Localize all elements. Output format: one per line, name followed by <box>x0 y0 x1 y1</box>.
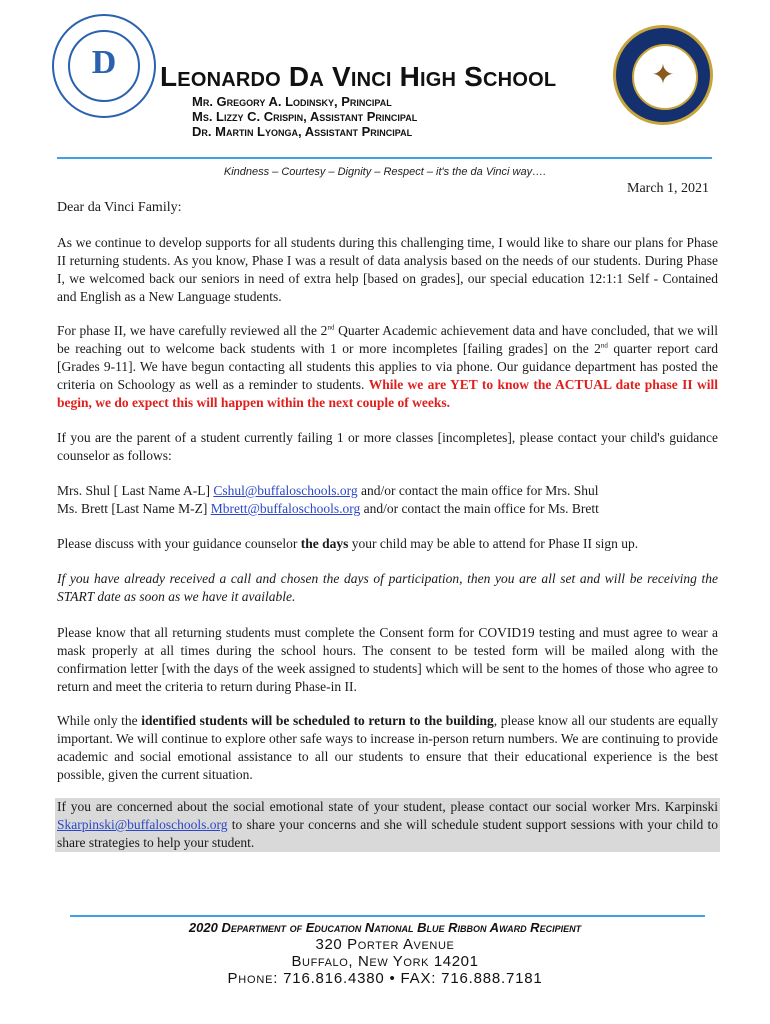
superscript: nd <box>327 323 335 332</box>
phone-fax: Phone: 716.816.4380 • FAX: 716.888.7181 <box>227 970 543 987</box>
contact-suffix: and/or contact the main office for Ms. Brett <box>360 501 599 516</box>
text-span: your child may be able to attend for Phase II sign up. <box>348 536 639 551</box>
contact-suffix: and/or contact the main office for Mrs. Shul <box>357 483 599 498</box>
eagle-icon: ✦ <box>651 60 675 91</box>
contact-prefix: Mrs. Shul [ Last Name A-L] <box>57 483 214 498</box>
paragraph-contact-intro: If you are the parent of a student currently failing 1 or more classes [incompletes], please contact your child's guidance counselor as follows: <box>57 430 718 463</box>
superscript: nd <box>600 341 608 350</box>
text-span: Quarter Academic achievement data and have concluded, that we will be reaching out to welcome back students with 1 or more incompletes [failing grades] on the 2 <box>57 323 718 356</box>
text-span: to share your concerns and she will schedule student support sessions with your child to share strategies to help your student. <box>57 817 718 850</box>
paragraph-phase-overview: As we continue to develop supports for all students during this challenging time, I would like to share our plans for Phase II returning students. As you know, Phase I was a result of data analysis based on the needs of our students. During Phase I, we welcomed back our seniors in need of extra help [based on grades], our special education 12:1:1 Self - Contained and English as a New Language students. <box>57 235 718 304</box>
alert-text: While we are YET to know the ACTUAL date phase II will begin, we do expect this will happen within the next couple of weeks. <box>57 377 718 410</box>
seal-monogram: D <box>91 44 117 81</box>
address-street: 320 Porter Avenue <box>315 936 455 953</box>
assistant-principal-line: Dr. Martin Lyonga, Assistant Principal <box>192 124 413 139</box>
school-motto: Kindness – Courtesy – Dignity – Respect – it's the da Vinci way…. <box>223 166 547 178</box>
school-name: Leonardo Da Vinci High School <box>160 61 557 92</box>
email-link-karpinski[interactable]: Skarpinski@buffaloschools.org <box>57 817 228 832</box>
text-span: Please discuss with your guidance counselor <box>57 536 301 551</box>
text-span: For phase II, we have carefully reviewed all the 2 <box>57 323 328 338</box>
email-link-brett[interactable]: Mbrett@buffaloschools.org <box>210 501 361 516</box>
paragraph-sign-up <box>57 535 718 553</box>
text-span: While only the <box>57 713 142 728</box>
text-span: If you are concerned about the social emotional state of your student, please contact our social worker Mrs. Karpinski <box>57 799 718 814</box>
text-span: quarter report card [Grades 9-11]. We have begun contacting all students this applies to via phone. Our guidance department has posted the criteria on Schoology as well as a reminder to students. <box>57 341 718 392</box>
principal-line: Mr. Gregory A. Lodinsky, Principal <box>192 94 392 109</box>
paragraph-covid-consent: Please know that all returning students must complete the Consent form for COVID19 testing and must agree to wear a mask properly at all times during the school hours. The consent to be tested form will be mailed along with the confirmation letter [with the days of the week assigned to students] which will be sent to the homes of those who agree to return and meet the criteria to return during Phase-in II. <box>57 625 718 694</box>
bold-text: identified students will be scheduled to return to the building <box>141 713 494 728</box>
email-link-shul[interactable]: Cshul@buffaloschools.org <box>213 483 358 498</box>
text-span: , please know all our students are equally important. We will continue to explore other safe ways to increase in-person return numbers. We are continuing to provide academic and social emotional assistance to all our students to ensure that their educational experience is the best possible, given the current situation. <box>57 713 718 782</box>
blue-ribbon-seal-logo <box>613 25 713 125</box>
assistant-principal-line: Ms. Lizzy C. Crispin, Assistant Principal <box>192 109 418 124</box>
address-city: Buffalo, New York 14201 <box>291 953 479 970</box>
award-line: 2020 Department of Education National Blue Ribbon Award Recipient <box>188 920 582 935</box>
paragraph-social-worker <box>55 798 720 852</box>
letter-date: March 1, 2021 <box>627 181 710 196</box>
paragraph-phase-two <box>57 322 718 412</box>
school-seal-logo <box>52 14 156 118</box>
counselor-contacts <box>57 482 718 518</box>
paragraph-identified-students <box>57 712 718 784</box>
contact-prefix: Ms. Brett [Last Name M-Z] <box>57 501 211 516</box>
footer-divider <box>70 915 705 917</box>
header-divider <box>57 157 712 159</box>
bold-text: the days <box>300 536 349 551</box>
paragraph-start-date: If you have already received a call and chosen the days of participation, then you are all set and will be receiving the START date as soon as we have it available. <box>57 571 718 604</box>
salutation: Dear da Vinci Family: <box>57 200 182 215</box>
